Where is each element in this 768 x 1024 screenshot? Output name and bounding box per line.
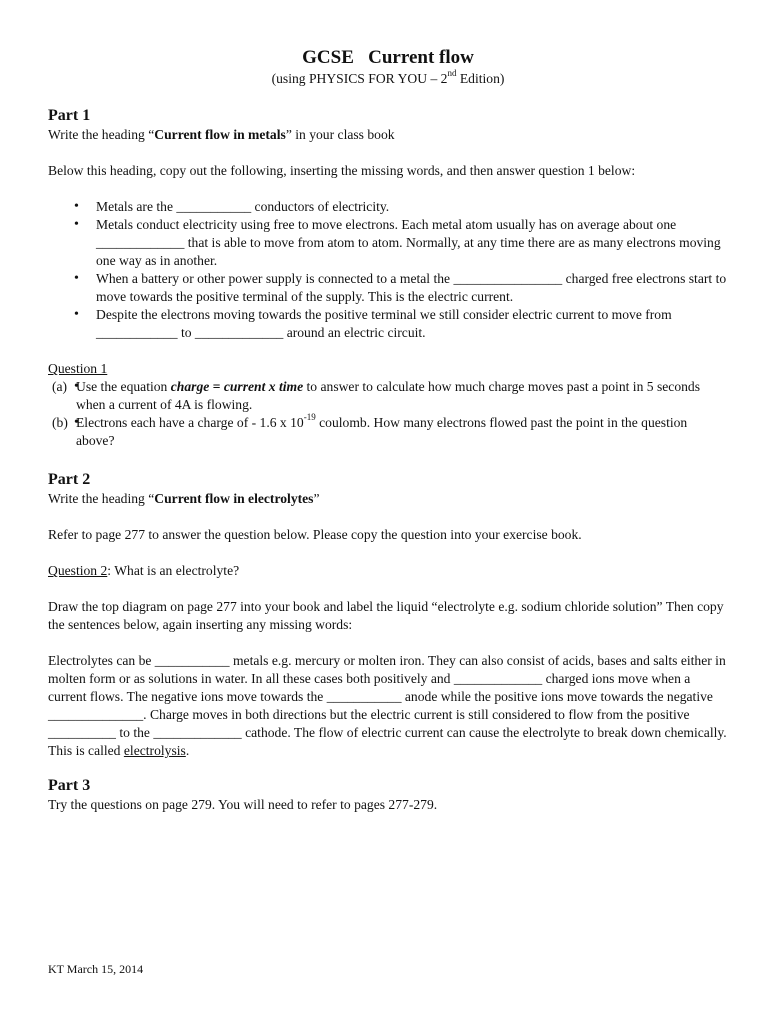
subtitle-text: (using PHYSICS FOR YOU – 2 — [271, 71, 448, 86]
subtitle-text-end: Edition) — [456, 71, 505, 86]
part1-bullet-list — [48, 198, 728, 342]
part2-draw-instruction: Draw the top diagram on page 277 into your book and label the liquid “electrolyte e.g. sodium chloride solution” Then copy the sentences below, again inserting any missing words: — [48, 599, 724, 632]
document-title: GCSE Current flow — [302, 47, 474, 68]
question1-title: Question 1 — [48, 361, 108, 376]
part2-instruction-post: ” — [313, 491, 320, 506]
footer-text: KT March 15, 2014 — [48, 962, 144, 976]
part1-instruction — [48, 126, 728, 144]
question2-text: : What is an electrolyte? — [107, 563, 240, 578]
part1-instruction-pre: Write the heading “ — [48, 127, 155, 142]
question1-part-a — [48, 378, 728, 414]
question1-b-label: • (b) — [52, 415, 68, 430]
part2-instruction — [48, 490, 728, 508]
question2 — [48, 562, 728, 580]
bullet-item: • When a battery or other power supply is connected to a metal the ________________ charged free electrons start to move towards the positive terminal of the supply. This is the electric current. — [48, 270, 728, 306]
question1-equation: charge = current x time — [170, 379, 304, 394]
document-subtitle — [48, 70, 728, 88]
question2-title: Question 2 — [48, 563, 108, 578]
part1-heading-name: Current flow in metals — [154, 127, 286, 142]
part2-heading-name: Current flow in electrolytes — [154, 491, 314, 506]
bullet-item: • Despite the electrons moving towards the positive terminal we still consider electric current to move from ____________ to _____________ around an electric circuit. — [48, 306, 728, 342]
question1-b-exponent: -19 — [303, 412, 316, 423]
question1-list — [48, 378, 728, 450]
part1-intro: Below this heading, copy out the following, inserting the missing words, and then answer question 1 below: — [48, 163, 636, 178]
part2-paragraph-text: Electrolytes can be ___________ metals e.g. mercury or molten iron. They can also consist of acids, bases and salts either in molten form or as solutions in water. In all these cases both positively and _____________ charged ions move when a current flows. The negative ions move towards the ___________ anode while the positive ions move towards the negative ______________. Charge moves in both directions but the electric current is still considered to flow from the positive __________ to the _____________ cathode. The flow of electric current can cause the electrolyte to break down chemically. This is called — [48, 653, 727, 758]
part2-paragraph-end: . — [185, 743, 190, 758]
question1-b-pre: Electrons each have a charge of - 1.6 x 10 — [76, 415, 304, 430]
part1-instruction-post: ” in your class book — [285, 127, 395, 142]
question1-part-b — [48, 414, 728, 450]
question1-a-pre: Use the equation — [76, 379, 171, 394]
part3-heading: Part 3 — [48, 777, 91, 794]
question1-a-label: • (a) — [52, 379, 68, 394]
part2-instruction-pre: Write the heading “ — [48, 491, 155, 506]
part2-refer: Refer to page 277 to answer the question below. Please copy the question into your exercise book. — [48, 527, 582, 542]
part3-text: Try the questions on page 279. You will need to refer to pages 277-279. — [48, 797, 438, 812]
document-page — [48, 46, 728, 814]
subtitle-superscript: nd — [447, 68, 457, 79]
part1-heading: Part 1 — [48, 107, 91, 124]
part2-heading: Part 2 — [48, 471, 91, 488]
bullet-item: • Metals conduct electricity using free to move electrons. Each metal atom usually has on average about one _____________ that is able to move from atom to atom. Normally, at any time there are as many electrons moving one way as in another. — [48, 216, 728, 270]
electrolysis-term: electrolysis — [123, 743, 186, 758]
part2-paragraph — [48, 652, 728, 760]
question1-a-post: to answer to calculate how much charge moves past a point in 5 seconds when a current of 4A is flowing. — [76, 379, 701, 412]
bullet-item: • Metals are the ___________ conductors of electricity. — [48, 198, 728, 216]
question1-b-post: coulomb. How many electrons flowed past the point in the question above? — [76, 415, 688, 448]
